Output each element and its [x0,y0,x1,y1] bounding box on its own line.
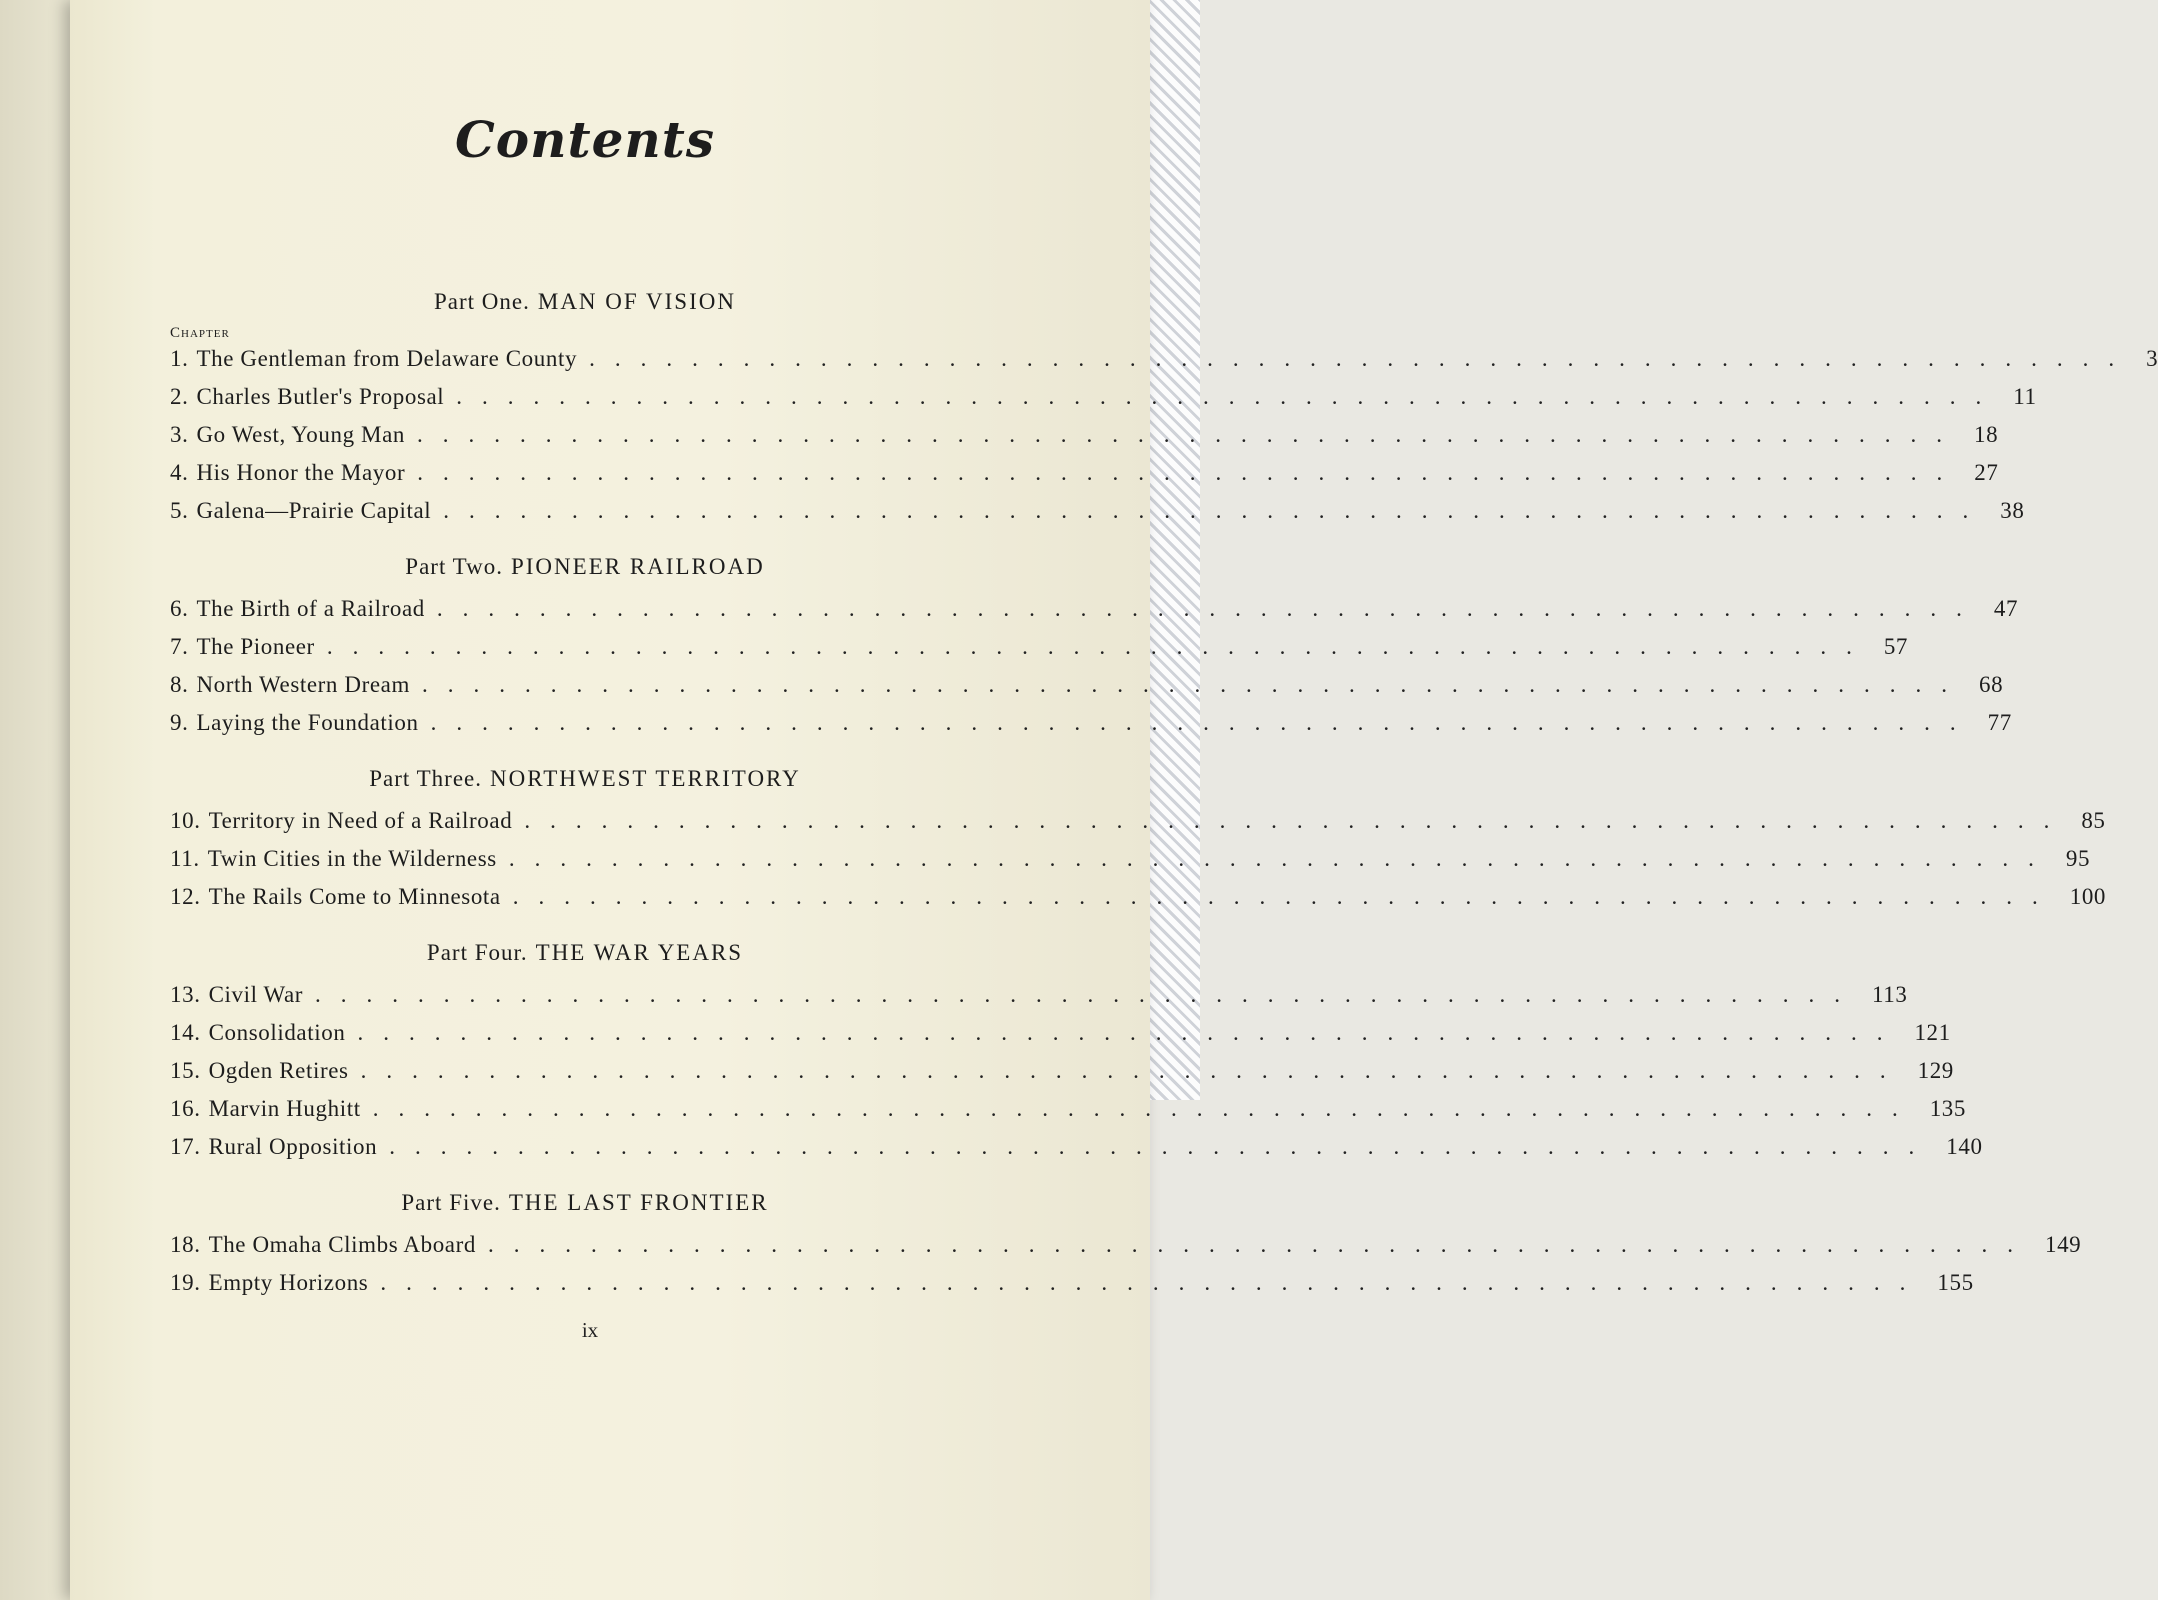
chapter-title: Go West, Young Man [196,422,405,447]
chapter-number: 16. [170,1096,201,1121]
chapter-number: 12. [170,884,201,909]
toc-entry [170,416,1999,454]
chapter-number: 11. [170,846,200,871]
page-number: 140 [1946,1134,1983,1159]
toc-entry [170,666,2004,704]
chapter-number: 19. [170,1270,201,1295]
page-number: 155 [1937,1270,1974,1295]
part-name: MAN OF VISION [537,289,736,314]
chapter-title: The Omaha Climbs Aboard [208,1232,476,1257]
chapter-number: 2. [170,384,189,409]
chapter-number: 13. [170,982,201,1007]
part-name: NORTHWEST TERRITORY [490,766,801,791]
chapter-title: Twin Cities in the Wilderness [207,846,497,871]
dot-leader: ............................................................ [436,596,1982,621]
part-prefix: Part One. [434,289,530,314]
chapter-title: Marvin Hughitt [208,1096,361,1121]
part-prefix: Part Two. [405,554,503,579]
toc-part [170,940,1983,1166]
page-number: 113 [1872,982,1908,1007]
chapter-title: Galena—Prairie Capital [196,498,432,523]
toc-entry [170,1128,1983,1166]
chapter-title: Consolidation [208,1020,346,1045]
toc-part [170,554,2019,742]
chapter-title: Territory in Need of a Railroad [208,808,513,833]
page-number: 3 [2146,346,2158,371]
page-number: 38 [2000,498,2025,523]
chapter-title: The Rails Come to Minnesota [208,884,501,909]
part-heading [170,1190,1000,1216]
toc-entry [170,340,2158,378]
dot-leader: ............................................................ [456,384,2002,409]
part-prefix: Part Four. [426,940,528,965]
part-heading [170,289,1000,315]
dot-leader: ............................................................ [443,498,1989,523]
chapter-number: 15. [170,1058,201,1083]
part-prefix: Part Three. [369,766,483,791]
page-number: 121 [1914,1020,1951,1045]
chapter-title: Charles Butler's Proposal [196,384,445,409]
part-heading [170,554,1000,580]
table-of-contents [170,110,2158,1326]
toc-entry [170,802,2106,840]
dot-leader: ............................................................ [487,1232,2033,1257]
part-heading [170,766,1000,792]
dot-leader: ............................................................ [417,460,1963,485]
chapter-title: North Western Dream [196,672,410,697]
chapter-title: Ogden Retires [208,1058,349,1083]
page-number: 11 [2013,384,2037,409]
page-number: 85 [2081,808,2106,833]
chapter-title: The Gentleman from Delaware County [196,346,578,371]
page-number: 149 [2044,1232,2082,1257]
page-number: 18 [1973,422,1999,447]
dot-leader: ............................................................ [372,1096,1918,1121]
chapter-number: 7. [170,634,189,659]
chapter-number: 17. [170,1134,201,1159]
chapter-number: 14. [170,1020,201,1045]
chapter-title: Empty Horizons [208,1270,369,1295]
page-number: 68 [1978,672,2004,697]
chapter-number: 10. [170,808,201,833]
page-number: 47 [1993,596,2019,621]
parts-list [170,289,2158,1302]
dot-leader: ............................................................ [421,672,1967,697]
page-number: 77 [1987,710,2012,735]
part-name: PIONEER RAILROAD [510,554,765,579]
toc-entry [170,704,2012,742]
chapter-number: 6. [170,596,189,621]
part-name: THE LAST FRONTIER [508,1190,769,1215]
page-number: 135 [1929,1096,1967,1121]
dot-leader: ............................................................ [430,710,1976,735]
toc-part [170,766,2107,916]
toc-entry [170,454,1999,492]
book-page [70,0,2158,1600]
page-number: 27 [1974,460,1999,485]
page-number: 95 [2065,846,2091,871]
chapter-title: The Pioneer [196,634,315,659]
chapter-title: The Birth of a Railroad [196,596,425,621]
dot-leader: ............................................................ [589,346,2135,371]
chapter-number: 5. [170,498,189,523]
toc-entry [170,492,2025,530]
dot-leader: ............................................................ [360,1058,1906,1083]
contents-title: Contents [454,110,715,169]
page-number: 129 [1917,1058,1954,1083]
toc-entry [170,1264,1974,1302]
page-number: 57 [1883,634,1909,659]
chapter-title: Rural Opposition [208,1134,378,1159]
toc-entry [170,628,1909,666]
dot-leader: ............................................................ [315,982,1861,1007]
part-name: THE WAR YEARS [535,940,744,965]
chapter-number: 4. [170,460,189,485]
chapter-number: 1. [170,346,189,371]
chapter-title: Laying the Foundation [196,710,419,735]
chapter-title: His Honor the Mayor [196,460,406,485]
folio-page-number: ix [581,1318,599,1342]
toc-entry [170,1014,1951,1052]
dot-leader: ............................................................ [380,1270,1926,1295]
dot-leader: ............................................................ [512,884,2058,909]
page-number: 100 [2069,884,2107,909]
chapter-number: 8. [170,672,189,697]
dot-leader: ............................................................ [389,1134,1935,1159]
toc-entry [170,1090,1967,1128]
toc-entry [170,878,2107,916]
dot-leader: ............................................................ [416,422,1962,447]
toc-entry [170,976,1908,1014]
part-prefix: Part Five. [401,1190,501,1215]
dot-leader: ............................................................ [326,634,1872,659]
chapter-column-label: Chapter [170,325,230,341]
chapter-number: 9. [170,710,189,735]
dot-leader: ............................................................ [508,846,2054,871]
toc-entry [170,1226,2082,1264]
toc-part [170,289,2158,530]
toc-entry [170,840,2091,878]
chapter-number: 3. [170,422,189,447]
dot-leader: ............................................................ [357,1020,1903,1045]
toc-entry [170,1052,1954,1090]
chapter-title: Civil War [208,982,304,1007]
toc-part [170,1190,2082,1302]
chapter-number: 18. [170,1232,201,1257]
part-heading [170,940,1000,966]
dot-leader: ............................................................ [524,808,2070,833]
toc-entry [170,378,2037,416]
toc-entry [170,590,2019,628]
